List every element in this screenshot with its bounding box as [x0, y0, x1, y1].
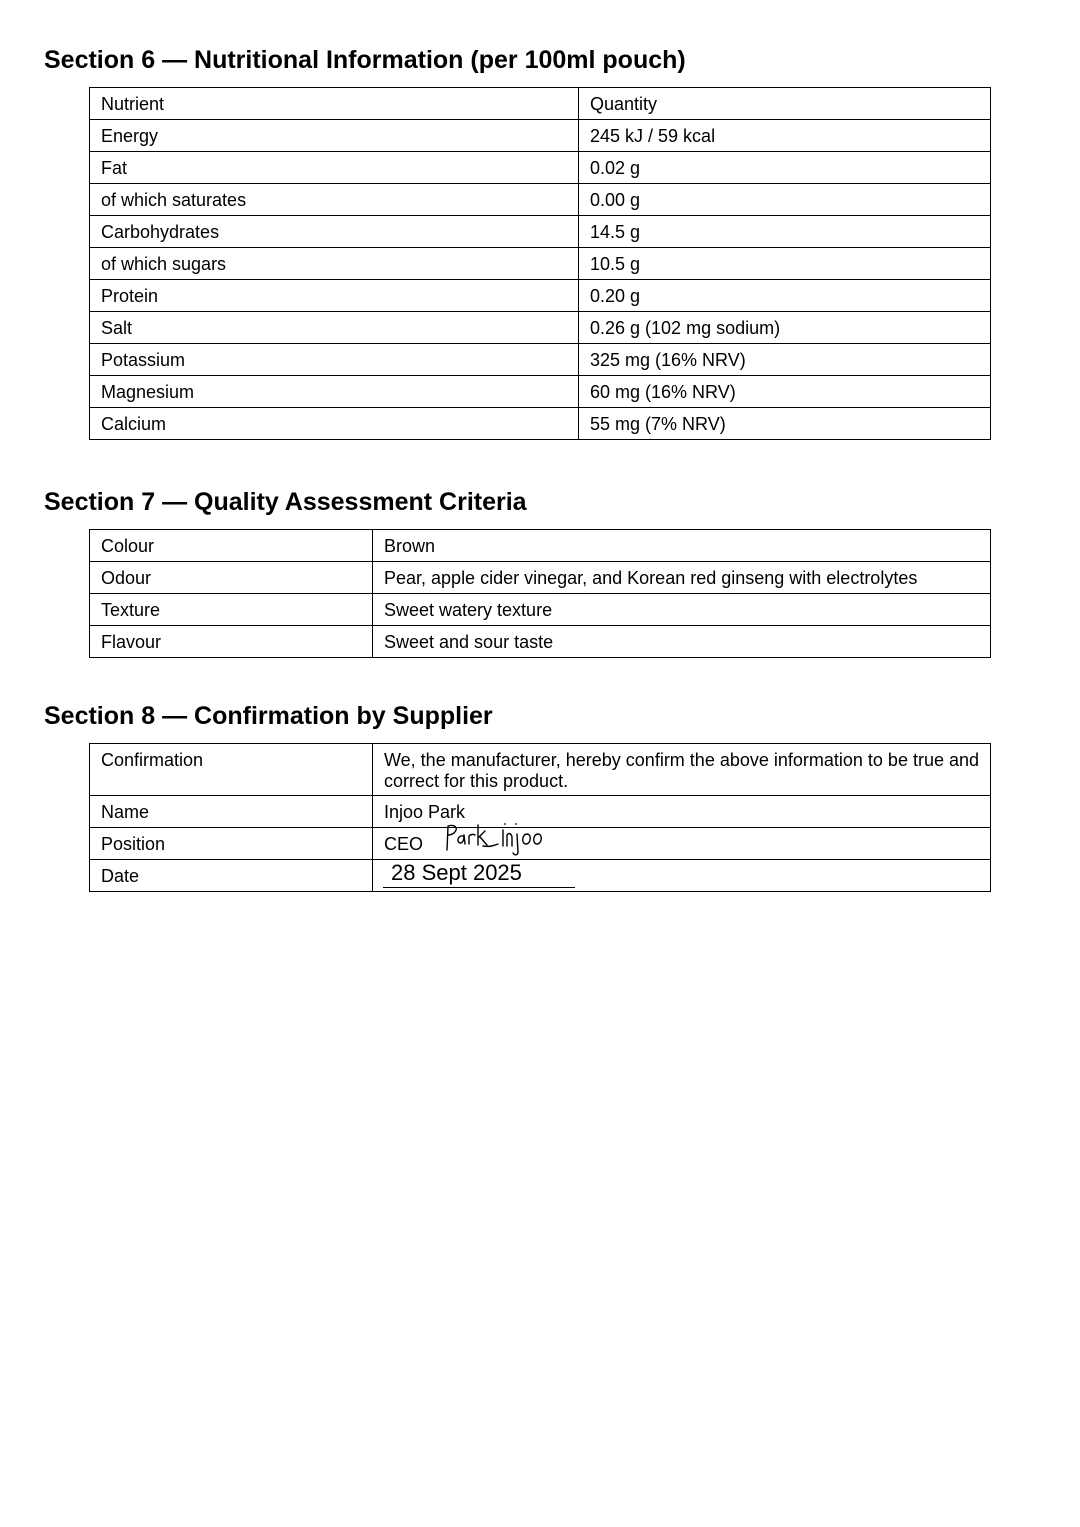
nutrient-cell: Fat [90, 152, 579, 184]
quantity-cell: 0.20 g [579, 280, 991, 312]
nutrition-table [89, 87, 991, 440]
table-row [90, 120, 991, 152]
nutrient-cell: Energy [90, 120, 579, 152]
assessment-cell: Sweet and sour taste [373, 626, 991, 658]
column-header-quantity: Quantity [579, 88, 991, 120]
date-label: Date [90, 860, 373, 892]
confirmation-table [89, 743, 991, 892]
position-value-cell [373, 828, 991, 860]
quantity-cell: 55 mg (7% NRV) [579, 408, 991, 440]
nutrient-cell: Carbohydrates [90, 216, 579, 248]
section-8-heading: Section 8 — Confirmation by Supplier [44, 702, 493, 730]
table-row [90, 184, 991, 216]
quantity-cell: 245 kJ / 59 kcal [579, 120, 991, 152]
table-row [90, 216, 991, 248]
assessment-cell: Brown [373, 530, 991, 562]
quantity-cell: 0.02 g [579, 152, 991, 184]
confirmation-label: Confirmation [90, 744, 373, 796]
quantity-cell: 14.5 g [579, 216, 991, 248]
quality-table [89, 529, 991, 658]
nutrient-cell: Calcium [90, 408, 579, 440]
nutrient-cell: of which saturates [90, 184, 579, 216]
table-row [90, 562, 991, 594]
table-header-row [90, 88, 991, 120]
table-row [90, 594, 991, 626]
position-label: Position [90, 828, 373, 860]
name-label: Name [90, 796, 373, 828]
table-row [90, 152, 991, 184]
table-row [90, 626, 991, 658]
date-row [90, 860, 991, 892]
table-row [90, 408, 991, 440]
quantity-cell: 60 mg (16% NRV) [579, 376, 991, 408]
quantity-cell: 10.5 g [579, 248, 991, 280]
table-row [90, 376, 991, 408]
nutrient-cell: Protein [90, 280, 579, 312]
confirmation-row [90, 744, 991, 796]
date-value-cell [373, 860, 991, 892]
nutrient-cell: Magnesium [90, 376, 579, 408]
section-6-heading: Section 6 — Nutritional Information (per 100ml pouch) [44, 46, 686, 74]
section-7-heading: Section 7 — Quality Assessment Criteria [44, 488, 527, 516]
table-row [90, 248, 991, 280]
handwritten-signature [443, 822, 547, 858]
quantity-cell: 0.26 g (102 mg sodium) [579, 312, 991, 344]
confirmation-text: We, the manufacturer, hereby confirm the above information to be true and correct for this product. [373, 744, 991, 796]
date-value: 28 Sept 2025 [391, 860, 522, 885]
nutrient-cell: of which sugars [90, 248, 579, 280]
table-row [90, 530, 991, 562]
position-value: CEO [384, 834, 424, 854]
nutrient-cell: Potassium [90, 344, 579, 376]
quantity-cell: 0.00 g [579, 184, 991, 216]
table-row [90, 312, 991, 344]
criterion-cell: Odour [90, 562, 373, 594]
column-header-nutrient: Nutrient [90, 88, 579, 120]
criterion-cell: Colour [90, 530, 373, 562]
nutrient-cell: Salt [90, 312, 579, 344]
position-row [90, 828, 991, 860]
table-row [90, 280, 991, 312]
criterion-cell: Texture [90, 594, 373, 626]
quantity-cell: 325 mg (16% NRV) [579, 344, 991, 376]
assessment-cell: Sweet watery texture [373, 594, 991, 626]
name-value: Injoo Park [373, 796, 991, 828]
criterion-cell: Flavour [90, 626, 373, 658]
assessment-cell: Pear, apple cider vinegar, and Korean red ginseng with electrolytes [373, 562, 991, 594]
table-row [90, 344, 991, 376]
